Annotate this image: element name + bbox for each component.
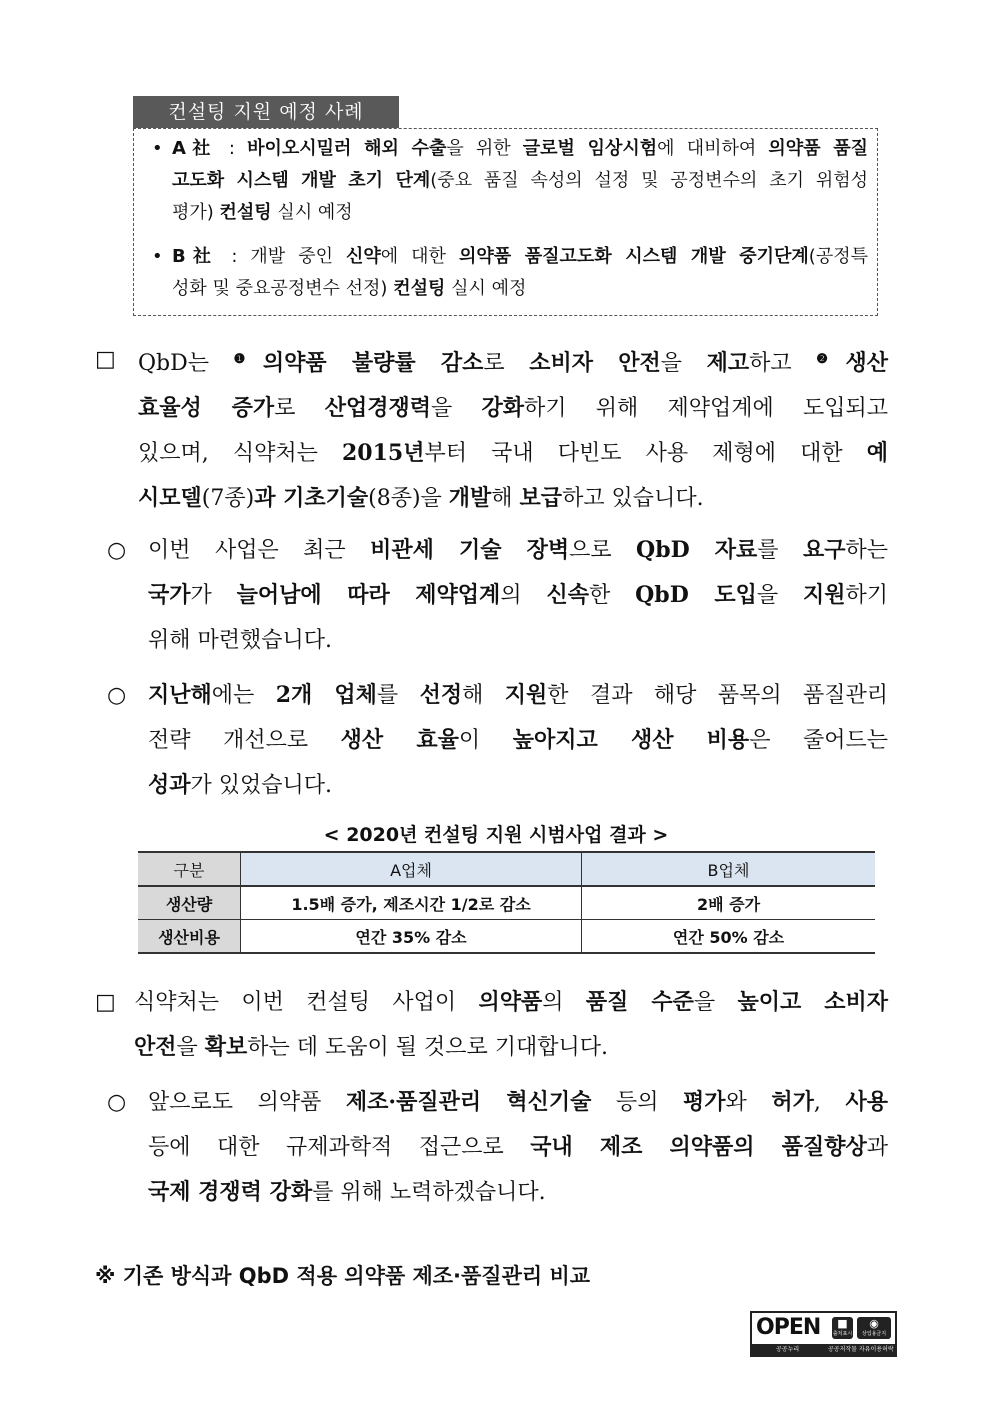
bold-text: 의약품 품질 bbox=[768, 138, 869, 159]
text-run: 에 대한 bbox=[380, 246, 459, 267]
bold-text: 바이오시밀러 해외 수출 bbox=[247, 138, 447, 159]
text-run: 하기 위해 제약업계에 도입되고 bbox=[524, 396, 889, 421]
license2-label: 상업용금지 bbox=[861, 1331, 887, 1337]
bold-text: 국제 경쟁력 강화 bbox=[148, 1179, 313, 1205]
bold-text: 국가 bbox=[148, 582, 191, 608]
results-table bbox=[138, 851, 875, 954]
text-run: : bbox=[216, 138, 248, 159]
text-line bbox=[172, 273, 868, 305]
text-run: 위해 마련했습니다. bbox=[148, 628, 333, 653]
cell-a: 연간 35% 감소 bbox=[241, 920, 582, 954]
bold-text: 국내 제조 의약품의 품질향상 bbox=[530, 1134, 867, 1160]
bold-text: 산업경쟁력 bbox=[324, 395, 431, 421]
square-bullet-icon: □ bbox=[95, 347, 116, 372]
text-run: 과 bbox=[866, 1135, 888, 1160]
bullet-icon: • bbox=[152, 138, 163, 159]
text-run: , bbox=[813, 1090, 846, 1115]
text-run: 에는 bbox=[211, 683, 276, 708]
bold-text: 제고 bbox=[706, 350, 750, 376]
text-run: 의 bbox=[542, 990, 586, 1015]
row-label: 생산비용 bbox=[138, 920, 241, 954]
license1-label: 출처표시 bbox=[832, 1331, 853, 1337]
bold-text: 과 기초기술 bbox=[254, 485, 369, 511]
text-run: 등에 대한 규제과학적 접근으로 bbox=[148, 1135, 531, 1160]
bold-text: 효율성 증가 bbox=[138, 395, 275, 421]
bold-text: 의약품 불량률 감소 bbox=[262, 350, 484, 376]
text-run: 을 bbox=[660, 351, 707, 376]
text-line bbox=[148, 763, 888, 808]
text-run: 한 bbox=[588, 583, 636, 608]
bold-text: 비관세 기술 장벽 bbox=[370, 537, 570, 563]
text-line bbox=[172, 133, 868, 165]
table-header-row bbox=[138, 852, 875, 886]
bold-text: 늘어남에 따라 제약업계 bbox=[236, 582, 501, 608]
text-run: (8종) bbox=[368, 486, 421, 511]
bold-text: 요구 bbox=[802, 537, 846, 563]
bold-text: 신약 bbox=[345, 246, 381, 267]
text-line bbox=[148, 673, 888, 718]
left-caption: 공공누리 bbox=[776, 1346, 800, 1353]
text-line bbox=[138, 386, 888, 431]
text-run: : 개발 중인 bbox=[218, 246, 346, 267]
text-run: (7종) bbox=[201, 486, 255, 511]
attribution-icon: ■ 출처표시 bbox=[832, 1317, 853, 1339]
text-run: 부터 국내 다빈도 사용 제형에 대한 bbox=[424, 441, 867, 466]
circle-bullet-icon: ○ bbox=[107, 1090, 127, 1115]
bold-text: A社 bbox=[172, 138, 217, 159]
row-label: 생산량 bbox=[138, 886, 241, 920]
table-title: < 2020년 컨설팅 지원 시범사업 결과 > bbox=[323, 824, 669, 846]
bold-text: 지원 bbox=[803, 582, 846, 608]
case-section-title: 컨설팅 지원 예정 사례 bbox=[133, 96, 399, 128]
open-caption-bar bbox=[752, 1344, 895, 1355]
text-line bbox=[172, 197, 868, 229]
text-run: (중요 품질 속성의 설정 및 공정변수의 초기 위험성 bbox=[430, 170, 868, 191]
bold-text: 시모델 bbox=[138, 485, 202, 511]
header-company-b: B업체 bbox=[582, 852, 876, 886]
text-line bbox=[148, 573, 888, 618]
circled-number: ❶ bbox=[233, 352, 263, 367]
case-item-b bbox=[152, 241, 868, 305]
text-line bbox=[148, 718, 888, 763]
text-line bbox=[148, 1125, 888, 1170]
bold-text: 의약품 bbox=[478, 989, 543, 1015]
text-run: 전략 개선으로 bbox=[148, 728, 341, 753]
text-run: 평가) bbox=[172, 202, 220, 223]
text-run: 을 bbox=[176, 1035, 205, 1060]
text-run: 하고 bbox=[749, 351, 817, 376]
paragraph-qbd-intro bbox=[95, 337, 888, 521]
text-line bbox=[148, 528, 888, 573]
bold-text: 의약품 품질고도화 시스템 개발 중기단계 bbox=[458, 246, 809, 267]
bold-text: 높아지고 생산 비용 bbox=[512, 727, 750, 753]
text-run: 한 결과 해당 품목의 품질관리 bbox=[547, 683, 889, 708]
right-caption: 공공저작물 자유이용허락 bbox=[828, 1346, 894, 1353]
text-run: 의 bbox=[500, 583, 547, 608]
text-run: 은 줄어드는 bbox=[749, 728, 889, 753]
bold-text: 선정 bbox=[419, 682, 463, 708]
text-run: 를 위해 노력하겠습니다. bbox=[312, 1180, 546, 1205]
text-run: 으로 bbox=[569, 538, 637, 563]
text-run: 이 bbox=[458, 728, 513, 753]
text-run: 실시 예정 bbox=[445, 278, 527, 299]
text-run: 을 bbox=[420, 486, 449, 511]
text-run: 이번 사업은 최근 bbox=[148, 538, 371, 563]
bold-text: 2개 업체 bbox=[275, 682, 377, 708]
text-run: 에 대비하여 bbox=[657, 138, 769, 159]
bold-text: 높이고 소비자 bbox=[737, 989, 889, 1015]
bold-text: 지난해 bbox=[148, 682, 212, 708]
bold-text: 컨설팅 bbox=[393, 278, 446, 299]
bold-text: 생산 효율 bbox=[340, 727, 459, 753]
cell-b: 2배 증가 bbox=[582, 886, 876, 920]
text-run: 등의 bbox=[591, 1090, 684, 1115]
text-run: 가 있었습니다. bbox=[190, 773, 333, 798]
bold-text: 평가 bbox=[683, 1089, 726, 1115]
bold-text: 사용 bbox=[845, 1089, 888, 1115]
text-run: 앞으로도 의약품 bbox=[148, 1090, 346, 1115]
text-line bbox=[138, 476, 888, 521]
bold-text: 성과 bbox=[148, 772, 191, 798]
bold-text: 안전 bbox=[134, 1034, 177, 1060]
bold-text: 신속 bbox=[546, 582, 589, 608]
text-run: 을 위한 bbox=[446, 138, 523, 159]
text-run: 을 bbox=[430, 396, 482, 421]
text-run: 와 bbox=[725, 1090, 772, 1115]
text-run: 을 bbox=[693, 990, 738, 1015]
text-run: 성화 및 중요공정변수 선정) bbox=[172, 278, 394, 299]
comparison-note: ※ 기존 방식과 QbD 적용 의약품 제조·품질관리 비교 bbox=[95, 1264, 591, 1288]
open-license-logo bbox=[750, 1311, 897, 1357]
paragraph-expectation bbox=[95, 980, 888, 1070]
circled-number: ❷ bbox=[816, 352, 846, 367]
text-line bbox=[138, 337, 888, 386]
text-run: 가 bbox=[190, 583, 237, 608]
bold-text: 허가 bbox=[771, 1089, 814, 1115]
text-run: 하는 데 도움이 될 것으로 기대합니다. bbox=[247, 1035, 609, 1060]
bold-text: 품질 수준 bbox=[585, 989, 694, 1015]
text-run: 식약처는 이번 컨설팅 사업이 bbox=[134, 990, 479, 1015]
text-run: 해 bbox=[462, 683, 505, 708]
bold-text: 보급 bbox=[519, 485, 563, 511]
text-run: 로 bbox=[274, 396, 325, 421]
bold-text: 예 bbox=[866, 440, 888, 466]
table-row bbox=[138, 886, 875, 920]
text-run: 을 bbox=[756, 583, 803, 608]
header-company-a: A업체 bbox=[241, 852, 582, 886]
case-item-a bbox=[152, 133, 868, 229]
text-run: 해 bbox=[491, 486, 520, 511]
square-bullet-icon: □ bbox=[95, 990, 116, 1015]
open-wordmark: OPEN bbox=[756, 1315, 821, 1340]
cell-b: 연간 50% 감소 bbox=[582, 920, 876, 954]
text-run: (공정특 bbox=[808, 246, 868, 267]
noncommercial-icon: ◉ 상업용금지 bbox=[857, 1317, 891, 1339]
bold-text: QbD 자료 bbox=[636, 537, 758, 563]
bold-text: 제조·품질관리 혁신기술 bbox=[345, 1089, 592, 1115]
bullet-icon: • bbox=[152, 246, 163, 267]
cell-a: 1.5배 증가, 제조시간 1/2로 감소 bbox=[241, 886, 582, 920]
bold-text: QbD 도입 bbox=[635, 582, 757, 608]
header-category: 구분 bbox=[138, 852, 241, 886]
bold-text: 소비자 안전 bbox=[529, 350, 661, 376]
text-line bbox=[172, 165, 868, 197]
bold-text: 글로벌 임상시험 bbox=[522, 138, 658, 159]
case-box bbox=[133, 128, 878, 316]
paragraph-future-plan bbox=[107, 1080, 888, 1215]
bold-text: 강화 bbox=[481, 395, 524, 421]
text-line bbox=[134, 980, 888, 1025]
bold-text: 생산 bbox=[845, 350, 889, 376]
text-run: QbD는 bbox=[138, 351, 234, 376]
circle-bullet-icon: ○ bbox=[107, 683, 127, 708]
text-run: 하기 bbox=[845, 583, 889, 608]
bold-text: 고도화 시스템 개발 초기 단계 bbox=[172, 170, 431, 191]
text-line bbox=[172, 241, 868, 273]
text-run: 를 bbox=[376, 683, 420, 708]
bold-text: B社 bbox=[172, 246, 219, 267]
bold-text: 2015년 bbox=[342, 440, 425, 466]
table-row bbox=[138, 920, 875, 954]
text-line bbox=[148, 618, 888, 663]
text-run: 있으며, 식약처는 bbox=[138, 441, 342, 466]
text-line bbox=[134, 1025, 888, 1070]
text-run: 를 bbox=[757, 538, 803, 563]
text-run: 하고 있습니다. bbox=[562, 486, 704, 511]
text-line bbox=[148, 1080, 888, 1125]
text-run: 로 bbox=[483, 351, 530, 376]
paragraph-project-purpose bbox=[107, 528, 888, 663]
bold-text: 지원 bbox=[504, 682, 548, 708]
bold-text: 확보 bbox=[204, 1034, 248, 1060]
text-run: 하는 bbox=[845, 538, 889, 563]
text-run: 실시 예정 bbox=[271, 202, 353, 223]
paragraph-last-year-result bbox=[107, 673, 888, 808]
bold-text: 컨설팅 bbox=[219, 202, 272, 223]
text-line bbox=[148, 1170, 888, 1215]
text-line bbox=[138, 431, 888, 476]
bold-text: 개발 bbox=[448, 485, 492, 511]
circle-bullet-icon: ○ bbox=[107, 538, 127, 563]
